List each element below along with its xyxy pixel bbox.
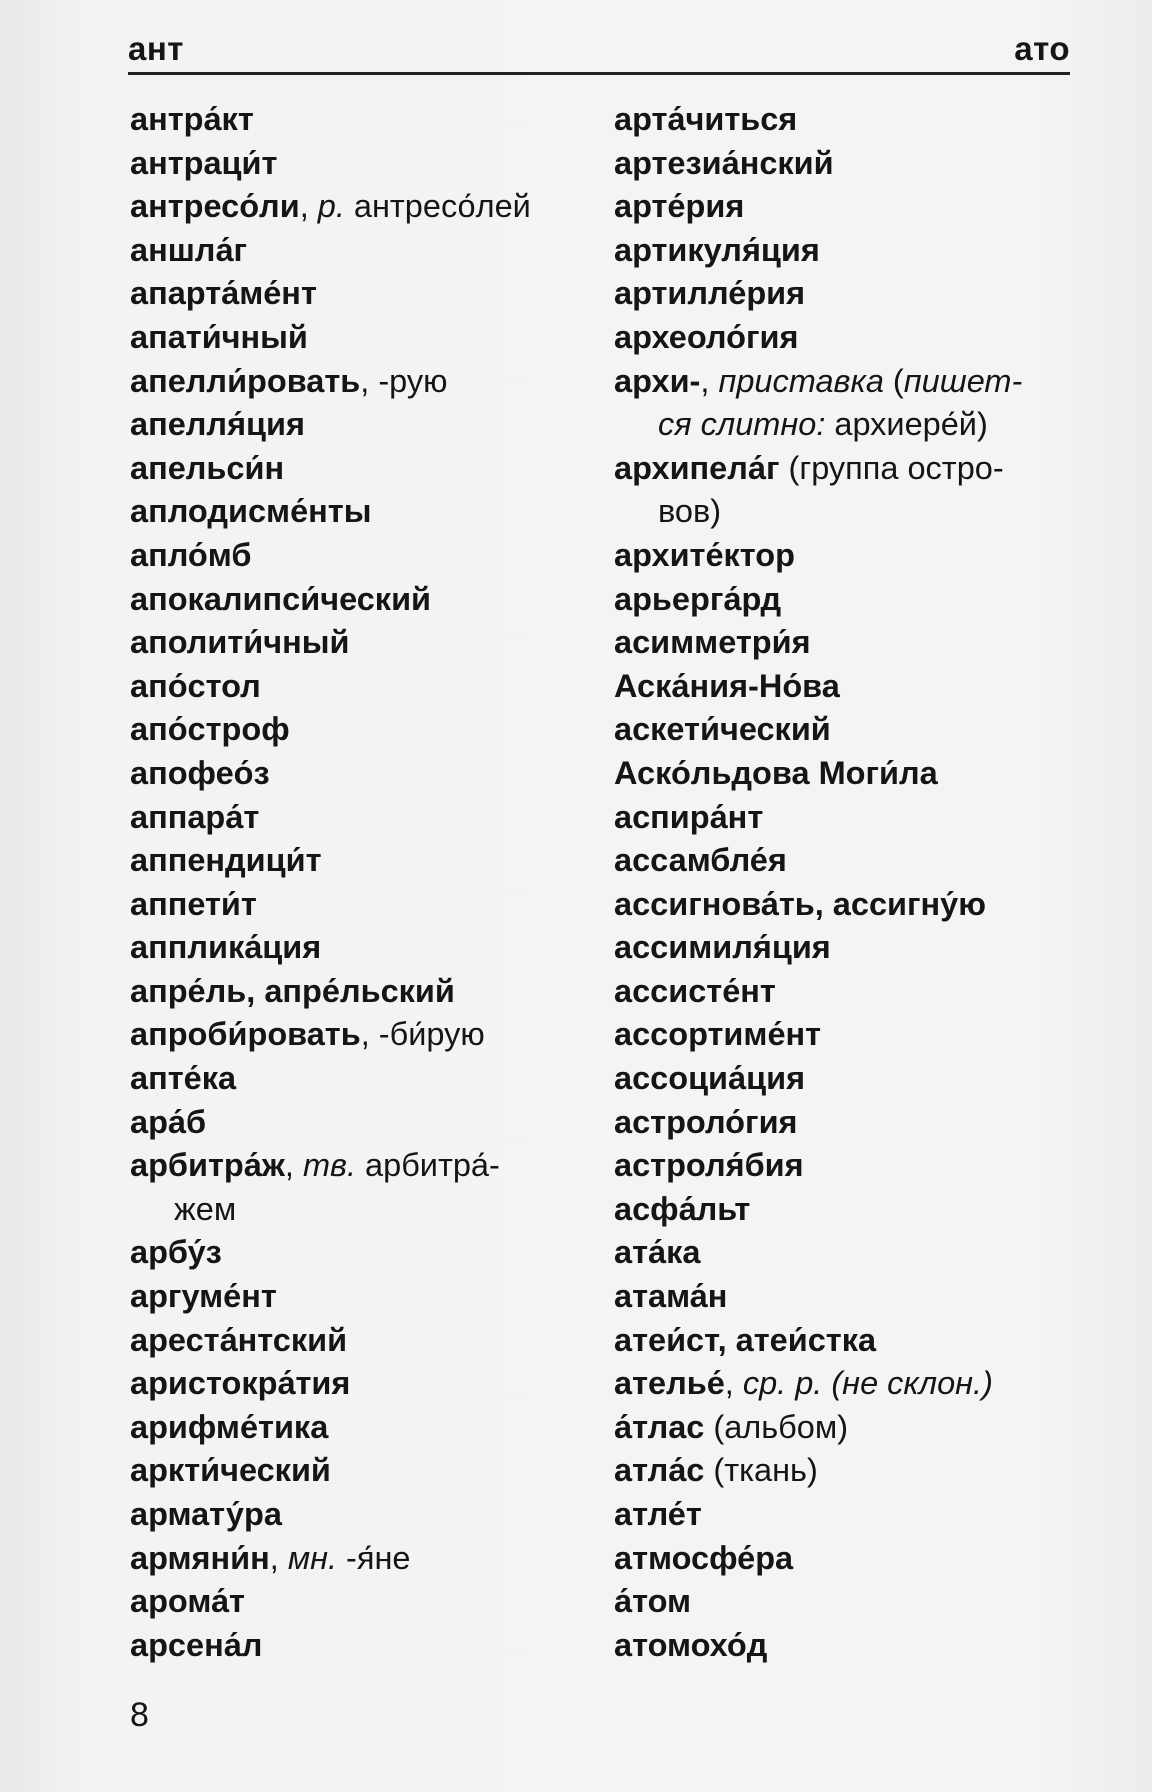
headword: атеи́ст, атеи́стка [614, 1321, 877, 1358]
dictionary-entry [130, 970, 600, 1014]
headword: атама́н [614, 1278, 728, 1315]
dictionary-entry [130, 1493, 600, 1537]
dictionary-entry [614, 1144, 1084, 1188]
headword: атомохо́д [614, 1626, 768, 1663]
headword: архи- [614, 362, 701, 399]
headword: апроби́ровать [130, 1016, 361, 1053]
headword: археоло́гия [614, 318, 799, 355]
grammar-note: пишет- [903, 362, 1023, 399]
running-head-right: ато [1014, 30, 1070, 67]
dictionary-entry [130, 403, 600, 447]
dictionary-entry [130, 1319, 600, 1363]
headword: а́тлас [614, 1408, 705, 1445]
dictionary-entry [130, 883, 600, 927]
dictionary-entry [130, 272, 600, 316]
headword: арома́т [130, 1583, 245, 1620]
entry-continuation-text: архиере́й) [825, 406, 988, 443]
dictionary-entry [614, 1231, 1084, 1275]
dictionary-entry [130, 490, 600, 534]
dictionary-entry [614, 578, 1084, 622]
headword: архите́ктор [614, 536, 796, 573]
grammar-label: приставка [718, 362, 884, 399]
entry-continuation [614, 403, 1084, 447]
headword: аншла́г [130, 231, 248, 268]
headword: астроля́бия [614, 1147, 804, 1184]
headword: апокалипси́ческий [130, 580, 432, 617]
entry-note: , -би́рую [360, 1016, 485, 1053]
headword: армяни́н [130, 1539, 270, 1576]
dictionary-entry [130, 98, 600, 142]
headword: артикуля́ция [614, 231, 820, 268]
headword: апати́чный [130, 318, 308, 355]
dictionary-entry [130, 360, 600, 404]
dictionary-entry [614, 1362, 1084, 1406]
headword: армату́ра [130, 1496, 282, 1532]
dictionary-entry [130, 142, 600, 186]
dictionary-entry [130, 796, 600, 840]
headword: атмосфе́ра [614, 1539, 794, 1576]
headword: апельси́н [130, 449, 285, 486]
dictionary-entry [614, 1057, 1084, 1101]
headword: аппара́т [130, 798, 260, 835]
entry-form: арбитра́- [356, 1147, 500, 1184]
dictionary-entry [614, 1319, 1084, 1363]
headword: аспира́нт [614, 798, 764, 835]
headword: антра́кт [130, 101, 254, 137]
dictionary-entry [614, 621, 1084, 665]
headword: атле́т [614, 1496, 702, 1532]
headword: апре́ль, апре́льский [130, 972, 455, 1009]
headword: асфа́льт [614, 1190, 751, 1227]
headword: аргуме́нт [130, 1278, 277, 1315]
dictionary-entry [130, 229, 600, 273]
headword: архипела́г [614, 449, 780, 486]
headword: ассимиля́ция [614, 929, 831, 966]
dictionary-entry [130, 1231, 600, 1275]
entry-continuation [130, 1188, 600, 1232]
entry-form: антресо́лей [344, 188, 531, 225]
headword: апло́мб [130, 536, 252, 573]
headword: ателье́ [614, 1365, 725, 1402]
dictionary-entry [614, 1275, 1084, 1319]
dictionary-entry [130, 1580, 600, 1624]
dictionary-entry [614, 1013, 1084, 1057]
dictionary-entry [614, 708, 1084, 752]
headword: артилле́рия [614, 275, 806, 312]
dictionary-entry [614, 1188, 1084, 1232]
headword: арсена́л [130, 1626, 263, 1663]
dictionary-entry [130, 1101, 600, 1145]
headword: ара́б [130, 1103, 207, 1140]
dictionary-entry [614, 360, 1084, 447]
headword: арифме́тика [130, 1408, 329, 1445]
dictionary-entry [130, 185, 600, 229]
headword: ассортиме́нт [614, 1016, 822, 1053]
dictionary-entry [130, 1537, 600, 1581]
dictionary-entry [614, 1449, 1084, 1493]
headword: апо́стол [130, 667, 261, 704]
headword: артезиа́нский [614, 144, 834, 181]
dictionary-entry [130, 578, 600, 622]
dictionary-entry [614, 926, 1084, 970]
dictionary-entry [614, 839, 1084, 883]
headword: антресо́ли [130, 188, 300, 225]
headword: а́том [614, 1583, 692, 1620]
headword: апте́ка [130, 1060, 237, 1097]
dictionary-entry [614, 447, 1084, 534]
entry-note: , [284, 1147, 303, 1184]
headword: аристокра́тия [130, 1365, 351, 1402]
grammar-label: ср. р. (не склон.) [742, 1365, 993, 1402]
dictionary-entry [614, 796, 1084, 840]
entry-continuation-text: жем [174, 1190, 237, 1227]
headword: апелли́ровать [130, 362, 361, 399]
dictionary-entry [130, 1057, 600, 1101]
headword: арьерга́рд [614, 580, 782, 617]
dictionary-entry [614, 1493, 1084, 1537]
headword: атла́с [614, 1452, 705, 1489]
dictionary-entry [130, 621, 600, 665]
headword: антраци́т [130, 144, 278, 181]
dictionary-entry [614, 1624, 1084, 1668]
entry-continuation [614, 490, 1084, 534]
dictionary-entry [130, 1624, 600, 1668]
headword: апплика́ция [130, 929, 322, 966]
dictionary-entry [130, 1449, 600, 1493]
dictionary-entry [130, 1275, 600, 1319]
headword: ата́ка [614, 1234, 701, 1271]
dictionary-entry [130, 665, 600, 709]
entry-note: , [269, 1539, 288, 1576]
dictionary-entry [614, 98, 1084, 142]
left-column [130, 98, 600, 1667]
entry-form: -я́не [337, 1539, 411, 1576]
entry-form: ( [883, 362, 904, 399]
entry-note: , -рую [360, 362, 448, 399]
entry-note: (ткань) [704, 1452, 818, 1489]
grammar-label: р. [317, 188, 345, 225]
dictionary-entry [130, 708, 600, 752]
dictionary-entry [614, 316, 1084, 360]
headword: аркти́ческий [130, 1452, 331, 1489]
dictionary-entry [614, 185, 1084, 229]
headword: арбитра́ж [130, 1147, 285, 1184]
headword: Аска́ния-Но́ва [614, 667, 840, 704]
running-head [128, 26, 1070, 75]
headword: апофео́з [130, 754, 270, 791]
dictionary-entry [614, 665, 1084, 709]
page-number: 8 [130, 1696, 149, 1734]
dictionary-entry [614, 142, 1084, 186]
headword: ареста́нтский [130, 1321, 348, 1358]
headword: аппети́т [130, 885, 257, 922]
headword: асимметри́я [614, 624, 811, 661]
dictionary-entry [614, 1537, 1084, 1581]
headword: апелля́ция [130, 406, 305, 443]
dictionary-entry [614, 883, 1084, 927]
headword: апарта́ме́нт [130, 275, 317, 312]
entry-continuation-text: вов) [658, 493, 722, 530]
dictionary-entry [614, 1101, 1084, 1145]
dictionary-entry [614, 229, 1084, 273]
headword: астроло́гия [614, 1103, 798, 1140]
dictionary-entry [614, 970, 1084, 1014]
dictionary-entry [130, 447, 600, 491]
headword: аппендици́т [130, 842, 322, 879]
dictionary-entry [130, 1362, 600, 1406]
entry-note: , [299, 188, 318, 225]
headword: ассисте́нт [614, 972, 776, 1009]
headword: аплодисме́нты [130, 493, 372, 530]
dictionary-entry [614, 272, 1084, 316]
headword: арта́читься [614, 101, 798, 137]
grammar-note-cont: ся слитно: [658, 406, 826, 443]
right-column [614, 98, 1084, 1667]
headword: апо́строф [130, 711, 290, 748]
entry-note: (альбом) [704, 1408, 849, 1445]
dictionary-entry [130, 1144, 600, 1231]
dictionary-entry [614, 752, 1084, 796]
headword: ассигнова́ть, ассигну́ю [614, 885, 987, 922]
headword: ассамбле́я [614, 842, 787, 879]
entry-note: , [724, 1365, 743, 1402]
dictionary-entry [130, 926, 600, 970]
headword: Аско́льдова Моги́ла [614, 754, 938, 791]
headword: аполити́чный [130, 624, 350, 661]
grammar-label: тв. [302, 1147, 357, 1184]
dictionary-entry [130, 1406, 600, 1450]
dictionary-entry [130, 316, 600, 360]
dictionary-entry [130, 1013, 600, 1057]
entry-note: (группа остро- [779, 449, 1004, 486]
headword: аскети́ческий [614, 711, 831, 748]
dictionary-entry [130, 752, 600, 796]
dictionary-entry [130, 534, 600, 578]
headword: арте́рия [614, 188, 745, 225]
running-head-left: ант [128, 30, 184, 67]
dictionary-entry [614, 1406, 1084, 1450]
grammar-label: мн. [287, 1539, 338, 1576]
dictionary-entry [614, 1580, 1084, 1624]
entry-note: , [700, 362, 719, 399]
dictionary-entry [614, 534, 1084, 578]
headword: ассоциа́ция [614, 1060, 806, 1097]
dictionary-entry [130, 839, 600, 883]
headword: арбу́з [130, 1234, 222, 1271]
